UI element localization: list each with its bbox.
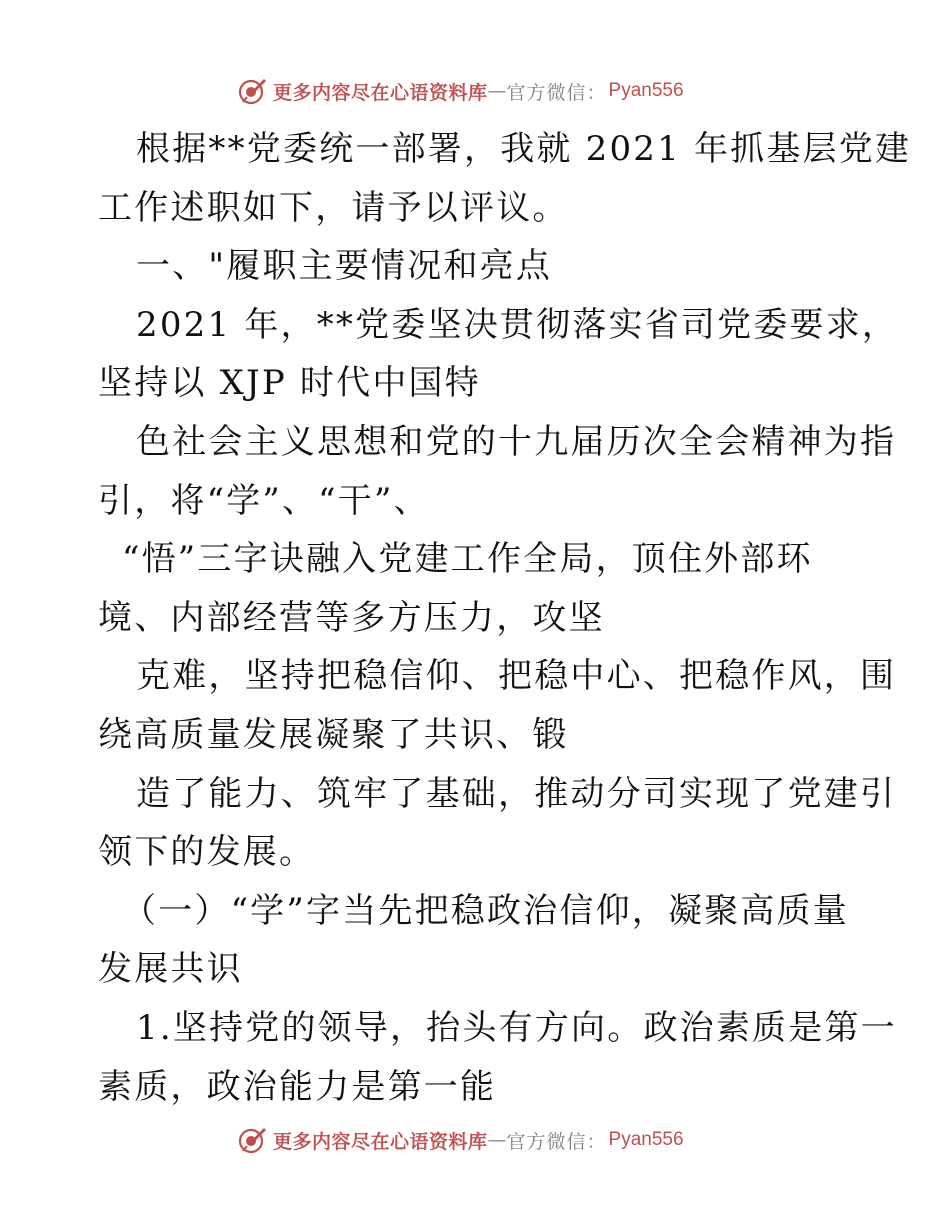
watermark-wechat-id: Pyan556 <box>608 1129 684 1150</box>
subsection-heading: （一）“学”字当先把稳政治信仰，凝聚高质量 <box>122 890 849 931</box>
paragraph-line: 色社会主义思想和党的十九届历次全会精神为指 <box>136 421 897 462</box>
watermark-title: 更多内容尽在心语资料库 <box>273 1130 488 1153</box>
paragraph-line: 克难，坚持把稳信仰、把稳中心、把稳作风，围 <box>136 656 897 697</box>
footer-watermark <box>237 1123 684 1157</box>
paragraph-line: 2021 年，**党委坚决贯彻落实省司党委要求， <box>136 304 899 345</box>
pen-circle-logo-icon <box>237 1125 267 1155</box>
subsection-heading-cont: 发展共识 <box>98 949 243 990</box>
paragraph-line: 造了能力、筑牢了基础，推动分司实现了党建引 <box>136 773 897 814</box>
paragraph-line: 1.坚持党的领导，抬头有方向。政治素质是第一 <box>136 1007 897 1048</box>
watermark-title: 更多内容尽在心语资料库 <box>273 81 488 104</box>
paragraph-line: 素质，政治能力是第一能 <box>98 1066 497 1107</box>
paragraph-line: 境、内部经营等多方压力，攻坚 <box>98 597 605 638</box>
watermark-label: 官方微信： <box>506 81 607 104</box>
document-body <box>98 120 912 1116</box>
paragraph-line: 绕高质量发展凝聚了共识、锻 <box>98 714 569 755</box>
paragraph-line: 工作述职如下，请予以评议。 <box>98 187 569 228</box>
paragraph-line: “悟”三字诀融入党建工作全局，顶住外部环 <box>122 539 813 580</box>
paragraph-line: 引，将“学”、“干”、 <box>98 480 430 521</box>
paragraph-line: 坚持以 XJP 时代中国特 <box>98 363 481 404</box>
paragraph-line: 领下的发展。 <box>98 832 316 873</box>
section-heading: 一、"履职主要情况和亮点 <box>136 246 553 287</box>
watermark-wechat-id: Pyan556 <box>608 80 684 101</box>
watermark-label: 官方微信： <box>506 1130 607 1153</box>
watermark-dash: — <box>487 1129 507 1151</box>
pen-circle-logo-icon <box>237 76 267 106</box>
watermark-dash: — <box>487 80 507 102</box>
header-watermark <box>237 74 684 108</box>
paragraph-line: 根据**党委统一部署，我就 2021 年抓基层党建 <box>136 129 912 169</box>
